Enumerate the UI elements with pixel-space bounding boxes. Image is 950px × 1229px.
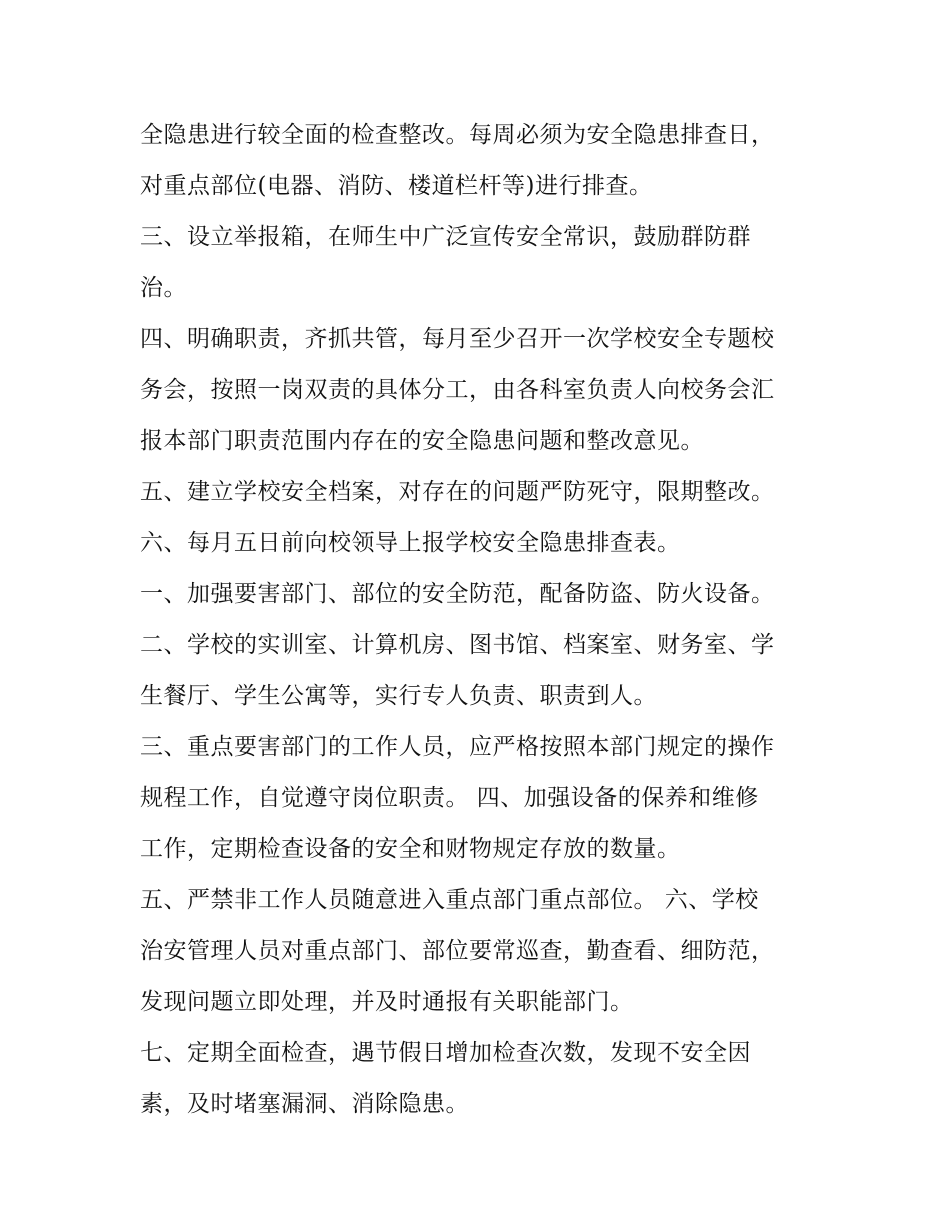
text-line: 三、设立举报箱，在师生中广泛宣传安全常识，鼓励群防群 bbox=[140, 224, 751, 250]
text-line: 六、每月五日前向校领导上报学校安全隐患排查表。 bbox=[140, 530, 681, 556]
text-line: 一、加强要害部门、部位的安全防范，配备防盗、防火设备。 bbox=[140, 581, 775, 607]
text-line: 治安管理人员对重点部门、部位要常巡查，勤查看、细防范， bbox=[140, 938, 775, 964]
text-line: 对重点部位(电器、消防、楼道栏杆等)进行排查。 bbox=[140, 173, 653, 199]
text-line: 二、学校的实训室、计算机房、图书馆、档案室、财务室、学 bbox=[140, 632, 775, 658]
text-line: 五、严禁非工作人员随意进入重点部门重点部位。 六、学校 bbox=[140, 887, 759, 913]
text-line: 治。 bbox=[140, 275, 187, 301]
text-line: 五、建立学校安全档案，对存在的问题严防死守，限期整改。 bbox=[140, 479, 775, 505]
text-line: 四、明确职责，齐抓共管，每月至少召开一次学校安全专题校 bbox=[140, 326, 775, 352]
text-line: 七、定期全面检查，遇节假日增加检查次数，发现不安全因 bbox=[140, 1040, 751, 1066]
text-line: 生餐厅、学生公寓等，实行专人负责、职责到人。 bbox=[140, 683, 657, 709]
text-line: 发现问题立即处理，并及时通报有关职能部门。 bbox=[140, 989, 634, 1015]
text-line: 全隐患进行较全面的检查整改。每周必须为安全隐患排查日， bbox=[140, 122, 775, 148]
text-line: 素，及时堵塞漏洞、消除隐患。 bbox=[140, 1091, 469, 1117]
text-line: 三、重点要害部门的工作人员，应严格按照本部门规定的操作 bbox=[140, 734, 775, 760]
text-line: 规程工作，自觉遵守岗位职责。 四、加强设备的保养和维修 bbox=[140, 785, 759, 811]
text-line: 报本部门职责范围内存在的安全隐患问题和整改意见。 bbox=[140, 428, 704, 454]
text-line: 务会，按照一岗双责的具体分工，由各科室负责人向校务会汇 bbox=[140, 377, 775, 403]
document-body bbox=[140, 110, 830, 1130]
text-line: 工作，定期检查设备的安全和财物规定存放的数量。 bbox=[140, 836, 681, 862]
